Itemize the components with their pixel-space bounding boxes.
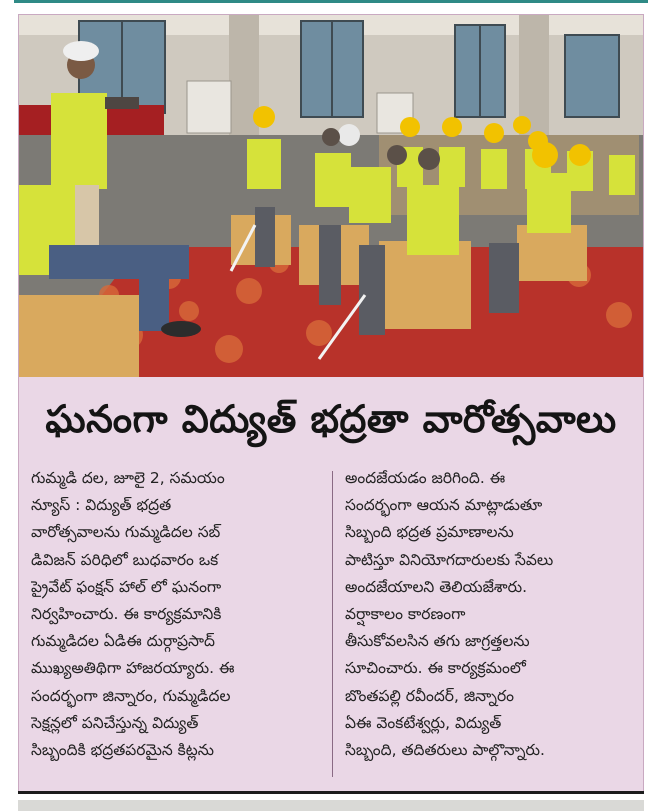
paragraph-line: సందర్భంగా ఆయన మాట్లాడుతూ [345, 496, 543, 515]
paragraph-line: డివిజన్ పరిధిలో బుధవారం ఒక [31, 550, 219, 569]
paragraph-line: ప్రైవేట్ ఫంక్షన్ హాల్ లో ఘనంగా [31, 577, 222, 596]
paragraph-line: అందజేయాలని తెలియజేశారు. [345, 577, 528, 596]
paragraph-line: గుమ్మడిదల ఏడిఈ దుర్గాప్రసాద్ [31, 632, 215, 651]
top-rule [14, 0, 648, 3]
paragraph-line: బొంతపల్లి రవీందర్, జిన్నారం [345, 686, 514, 705]
paragraph-line: నిర్వహించారు. ఈ కార్యక్రమానికి [31, 605, 222, 624]
paragraph-line: సూచించారు. ఈ కార్యక్రమంలో [345, 659, 526, 678]
next-article-strip [18, 800, 644, 811]
column-divider [332, 471, 333, 777]
headline: ఘనంగా విద్యుత్ భద్రతా వారోత్సవాలు [45, 397, 617, 441]
paragraph-line: సెక్షన్లలో పనిచేస్తున్న విద్యుత్ [31, 713, 199, 732]
paragraph-line: సందర్భంగా జిన్నారం, గుమ్మడిదల [31, 686, 231, 705]
bottom-rule [18, 791, 644, 794]
paragraph-line: వర్షాకాలం కారణంగా [345, 605, 466, 624]
left-column [31, 465, 317, 783]
paragraph-line: సిబ్బందికి భద్రతపరమైన కిట్లను [31, 741, 214, 760]
right-column [345, 465, 631, 783]
paragraph-line: గుమ్మడి దల, జూలై 2, సమయం [31, 469, 225, 487]
paragraph-line: తీసుకోవలసిన తగు జాగ్రత్తలను [345, 632, 530, 651]
news-clipping [18, 14, 644, 792]
event-photo [19, 15, 643, 377]
hall-scene [19, 15, 643, 377]
paragraph-line: అందజేయడం జరిగింది. ఈ [345, 469, 506, 487]
paragraph-line: సిబ్బంది, తదితరులు పాల్గొన్నారు. [345, 741, 545, 760]
paragraph-line: న్యూస్ : విద్యుత్ భద్రత [31, 496, 172, 515]
paragraph-line: పాటిస్తూ వినియోగదారులకు సేవలు [345, 550, 554, 569]
paragraph-line: ఏఈ వెంకటేశ్వర్లు, విద్యుత్ [345, 713, 502, 732]
paragraph-line: ముఖ్యఅతిథిగా హాజరయ్యారు. ఈ [31, 659, 235, 678]
paragraph-line: సిబ్బంది భద్రత ప్రమాణాలను [345, 523, 514, 542]
article-body [31, 465, 631, 783]
paragraph-line: వారోత్సవాలను గుమ్మడిదల సబ్ [31, 523, 221, 542]
